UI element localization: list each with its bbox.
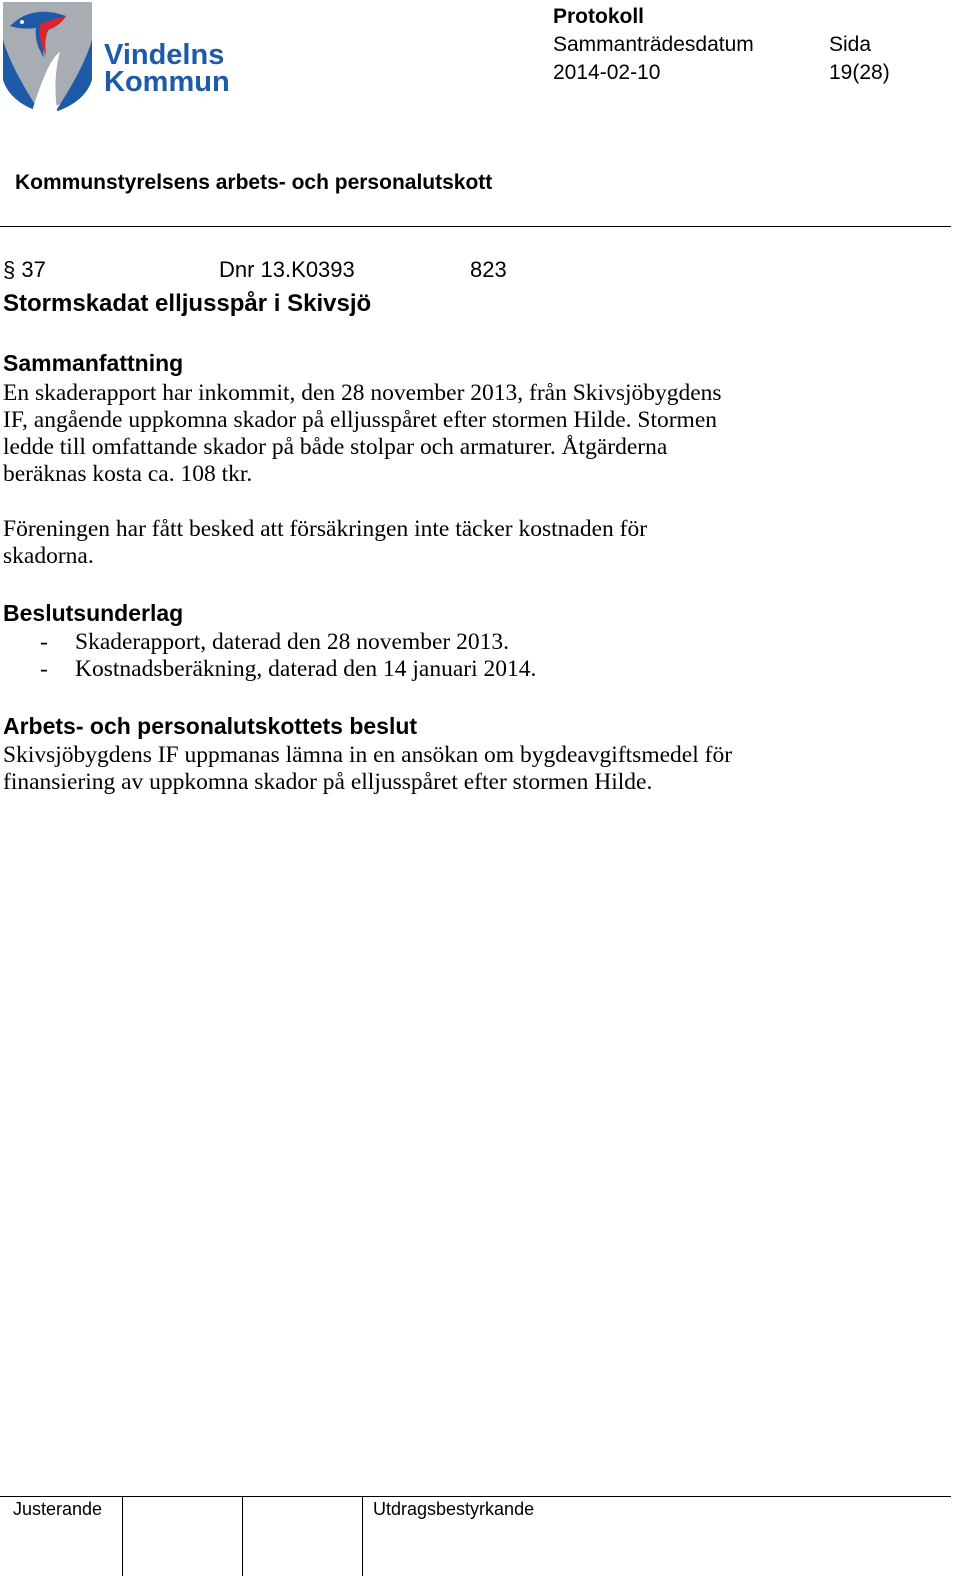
decision-heading: Arbets- och personalutskottets beslut	[3, 713, 418, 739]
date-value: 2014-02-10	[553, 61, 661, 84]
footer-extract-label: Utdragsbestyrkande	[373, 1499, 535, 1519]
list-item-text: Kostnadsberäkning, daterad den 14 januari 2014.	[75, 656, 537, 682]
item-title: Stormskadat elljusspår i Skivsjö	[3, 290, 372, 317]
footer-divider	[0, 1496, 951, 1497]
page-label: Sida	[829, 33, 872, 56]
footer-column-divider	[242, 1496, 243, 1576]
basis-list	[3, 629, 536, 683]
decision-line: finansiering av uppkomna skador på elljusspåret efter stormen Hilde.	[3, 769, 653, 795]
summary-heading: Sammanfattning	[3, 350, 184, 376]
basis-heading: Beslutsunderlag	[3, 600, 184, 626]
header-divider	[0, 226, 951, 227]
summary-line: Föreningen har fått besked att försäkringen inte täcker kostnaden för	[3, 516, 648, 542]
logo-wordmark-line1: Vindelns	[104, 39, 225, 71]
footer-column-divider	[362, 1496, 363, 1576]
case-code: 823	[470, 257, 507, 282]
logo-fish-eye	[20, 20, 24, 24]
summary-line: IF, angående uppkomna skador på elljusspåret efter stormen Hilde. Stormen	[3, 407, 718, 433]
doc-type: Protokoll	[553, 5, 645, 28]
logo-wordmark-line2: Kommun	[104, 66, 230, 98]
summary-line: beräknas kosta ca. 108 tkr.	[3, 461, 253, 487]
list-item	[3, 629, 536, 656]
decision-line: Skivsjöbygdens IF uppmanas lämna in en ansökan om bygdeavgiftsmedel för	[3, 742, 733, 768]
page-value: 19(28)	[829, 61, 890, 84]
date-label: Sammanträdesdatum	[553, 33, 754, 56]
footer-signer-label: Justerande	[13, 1499, 103, 1519]
committee-name: Kommunstyrelsens arbets- och personalutskott	[15, 171, 493, 194]
summary-paragraph	[3, 380, 863, 488]
summary-line: skadorna.	[3, 543, 94, 569]
paragraph-number: § 37	[3, 257, 46, 282]
summary-line: ledde till omfattande skador på både stolpar och armaturer. Åtgärderna	[3, 434, 668, 460]
summary-paragraph-2	[3, 516, 863, 570]
decision-paragraph	[3, 742, 863, 796]
bullet-dash: -	[40, 656, 48, 682]
summary-line: En skaderapport har inkommit, den 28 november 2013, från Skivsjöbygdens	[3, 380, 722, 406]
list-item	[3, 656, 536, 683]
bullet-dash: -	[40, 629, 48, 655]
diary-number: Dnr 13.K0393	[219, 257, 355, 282]
footer-column-divider	[122, 1496, 123, 1576]
list-item-text: Skaderapport, daterad den 28 november 2013.	[75, 629, 509, 655]
logo-wordmark	[104, 39, 230, 98]
